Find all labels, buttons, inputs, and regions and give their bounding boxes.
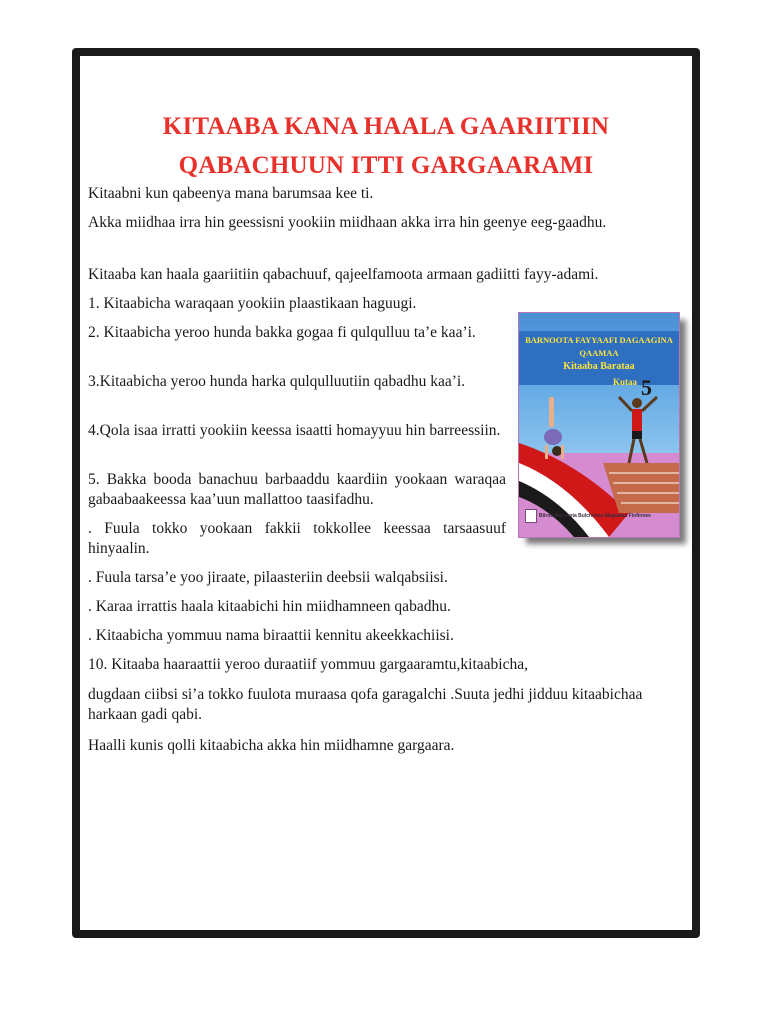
list-item-5: 5. Bakka booda banachuu barbaaddu kaardiin yookaan waraqaa gabaabaakeessa kaa’uun mallattoo taasifadhu.: [88, 471, 506, 508]
list-item-8: . Karaa irrattis haala kitaabichi hin miidhamneen qabadhu.: [88, 598, 451, 615]
book-cover: [518, 312, 680, 538]
book-cover-illustration: [519, 313, 679, 537]
book-cover-subtitle: Kitaaba Barataa: [563, 361, 635, 372]
paragraph-intro: Kitaabni kun qabeenya mana barumsaa kee ti.: [88, 185, 374, 202]
cover-gymnast-figure: [544, 397, 564, 459]
list-item-6: . Fuula tokko yookaan fakkii tokkollee keessaa tarsaasuuf hinyaalin.: [88, 520, 506, 557]
list-item-10-continued: dugdaan ciibsi si’a tokko fuulota muraasa qofa garagalchi .Suuta jedhi jidduu kitaabichaa harkaan gadi qabi.: [88, 686, 643, 723]
paragraph-instructions: Kitaaba kan haala gaariitiin qabachuuf, qajeelfamoota armaan gadiitti fayy-adami.: [88, 266, 599, 283]
book-cover-grade-label: Kutaa: [613, 377, 638, 387]
paragraph-conclusion: Haalli kunis qolli kitaabicha akka hin miidhamne gargaara.: [88, 737, 455, 754]
cover-runner-figure: [619, 397, 657, 463]
book-cover-grade-number: 5: [641, 375, 652, 400]
book-cover-publisher: Biiroo Barnoota Bulchiinsa Magaalaa Finfinnee: [539, 513, 651, 519]
list-item-9: . Kitaabicha yommuu nama biraattii kennitu akeekkachiisi.: [88, 627, 454, 644]
list-item-4: 4.Qola isaa irratti yookiin keessa isaatti homayyuu hin barreessiin.: [88, 422, 501, 439]
page-frame: [72, 48, 700, 938]
list-item-10: 10. Kitaaba haaraattii yeroo duraatiif yommuu gargaaramtu,kitaabicha,: [88, 656, 528, 673]
book-cover-image: [518, 312, 678, 544]
list-item-3: 3.Kitaabicha yeroo hunda harka qulqulluutiin qabadhu kaa’i.: [88, 373, 466, 390]
book-cover-title-1: BARNOOTA FAYYAAFI DAGAAGINA: [525, 335, 673, 345]
paragraph-care: Akka miidhaa irra hin geessisni yookiin miidhaan akka irra hin geenye eeg-gaadhu.: [88, 214, 607, 231]
list-item-2: 2. Kitaabicha yeroo hunda bakka gogaa fi qulqulluu ta’e kaa’i.: [88, 324, 476, 341]
page-title-line-1: KITAABA KANA HAALA GAARIITIIN: [162, 113, 610, 140]
book-cover-logo-icon: [525, 509, 537, 523]
page-title-line-2: QABACHUUN ITTI GARGAARAMI: [178, 152, 594, 179]
list-item-1: 1. Kitaabicha waraqaan yookiin plaastikaan haguugi.: [88, 295, 417, 312]
list-item-7: . Fuula tarsa’e yoo jiraate, pilaasteriin deebsii walqabsiisi.: [88, 569, 448, 586]
book-cover-title-2: QAAMAA: [579, 348, 619, 358]
